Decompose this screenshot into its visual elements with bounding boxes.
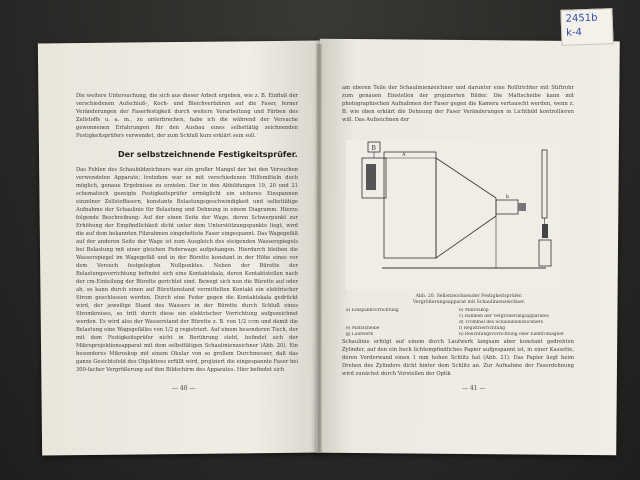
left-body-paragraph: Das Fehlen des Schaubildzeichners war ein großer Mangel der bei den Versuchen verwendeten Apparate; trotzdem war es mit verschiedenen Hilfsmitteln doch möglich, genaue Ergebnisse zu erzielen. Der in den Abbildungen 19, 20 und 21 schematisch gezeigte Festigkeitsprüfer ermöglicht ein sicheres Einspannen einzelner Zellstoffasern, konstante Belastungsgeschwindigkeit und selbsttätige Aufnahme der Schaulinie für Belastung und Dehnung in einem Diagramm. Hierzu folgende Beschreibung: Auf der einen Seite der Wage, deren Schwerpunkt zur Erhöhung der Empfindlichkeit dicht unter dem Unterstützungspunkte liegt, wird die auf dem bekannten Filzrahmen eingebettete Faser eingespannt. Das Wagegefäß auf der anderen Seite der Wage ist zum Ausgleich des steigenden Wasserspiegels bei Belastung mit einer gleichen Federwage aufgehangen. Hierdurch bleiben die Wasserspiegel im Wagegefäß und in der Bürette konstant in der Höhe eines vor dem Versuch festgelegten Nullpunktes. Neben der Bürette der Belastungsvorrichtung befindet sich eine Kontaktskala, deren Kontaktstellen nach der cm-Einteilung der Bürette gerichtet sind. Bewegt sich nun die Bürette auf oder ab, so kann durch einen auf Bürettenstand vermittelten Kontakt ein elektrischer Strom geschlossen werden. Durch eine Feder gegen die Kontaktskala gedrückt wird, der jeweilige Stand des Wassers in der Bürette durch Schluß eines Stromkreises, so tritt durch diese ein elektrischer Vorrichtung aufgezeichnet werden. Es wird also der Wasserstand der Bürette z. B. von 1/2 ccm und damit die Belastung eine Wagegefälles von 1/2 g registriert. Auf einem besonderen Tisch, der mit dem Festigkeitsprüfer nicht in Berührung steht, befindet sich der Mikroprojektionsapparat mit dem selbsttätigen Schaulinienzeichner (Abb. 20). Ein besonderes Mikroskop mit einem Okular von so großem Durchmesser, daß das ganze Gesichtsfeld des Objektives erfüllt wird, projiziert die eingespannte Faser bei 300-facher Vergrößerung auf den Bildschirm des Apparates. Hier befindet sich xyxy=(76,167,298,373)
sticker-line-2: k-4 xyxy=(566,27,583,39)
left-intro-paragraph: Die weitere Untersuchung, die sich aus dieser Arbeit ergeben, wie z. B. Einfluß der verschiedenen Aufschluß-, Koch- und Bleichverfahren auf die Faser, ferner Veränderungen der Faserfestigkeit durch weitere Verarbeitung und Färben des Zellstoffs u. a. m., zu unterbrechen, habe ich die während der Versuche gewonnenen Erfahrungen für den Ausbau eines selbsttätig zeichnenden Festigkeitsprüfers verwendet, der zum Schluß kurz erklärt sein soll. xyxy=(76,93,298,139)
legend-row: a) Einspannvorrichtung b) Mikroskop xyxy=(346,308,489,313)
caption-line-2: Vergrößerungsapparat mit Schaulinienzeichner. xyxy=(412,300,526,305)
caption-line-1: Abb. 20. Selbstzeichnender Festigkeitsprüfer. xyxy=(415,294,523,299)
drum-cylinder xyxy=(366,164,376,190)
right-page-number: — 41 — xyxy=(462,385,486,392)
left-page-number: — 40 — xyxy=(172,385,196,392)
legend-row: e) Mattscheibe f) Registrierrichtung xyxy=(346,326,506,331)
label-b: B xyxy=(371,145,376,152)
burette-weight xyxy=(542,224,548,238)
label-k: k xyxy=(506,194,510,200)
figure-caption xyxy=(364,294,574,306)
legend-row: d) Trommel des Schaulinienzeichners xyxy=(459,320,543,325)
sticker-line-1: 2451b xyxy=(565,12,598,25)
apparatus-figure xyxy=(346,140,560,290)
right-bottom-paragraph: Schaulinie erfolgt auf einem durch Laufwerk langsam aber konstant gedrehten Zylinder, auf den ein hoch lichtempfindliches Papier aufgespannt ist, in einer Kassette, deren Vorderwand einen 1 mm hohen Schlitz hat (Abb. 21). Das Papier liegt beim Drehen des Zylinders dicht hinter dem Schlitz an. Zur Aufnahme der Faserdehnung wird zunächst durch Vorstellen der Optik xyxy=(342,339,574,377)
legend-row: g) Laufwerk h) Belichtungsvorrichtung oder Elektromagnet xyxy=(346,332,564,337)
right-top-paragraph: am oberen Teile der Schaulinienzeichner und darunter eine Rolltrichter mit Stiftrohr zum genauen Einstellen der projizierten Bilder. Die Mattscheibe kann mit photographischen Aufnahmen der Faser gegen die Kamera vertauscht werden, wenn z. B. wie oben erklärt die Dehnung der Faser Veränderungen in Lichtbild kontrollieren will. Das Aufzeichnen der xyxy=(342,85,574,123)
legend-row: c) Rahmen der Vergrößerungsapparates xyxy=(459,314,549,319)
catalog-sticker xyxy=(560,8,613,46)
section-heading: Der selbstzeichnende Festigkeitsprüfer. xyxy=(118,150,298,159)
figure-legend xyxy=(346,308,572,338)
book-gutter xyxy=(316,44,322,452)
label-a: A xyxy=(402,152,406,158)
microscope-objective xyxy=(518,203,526,211)
